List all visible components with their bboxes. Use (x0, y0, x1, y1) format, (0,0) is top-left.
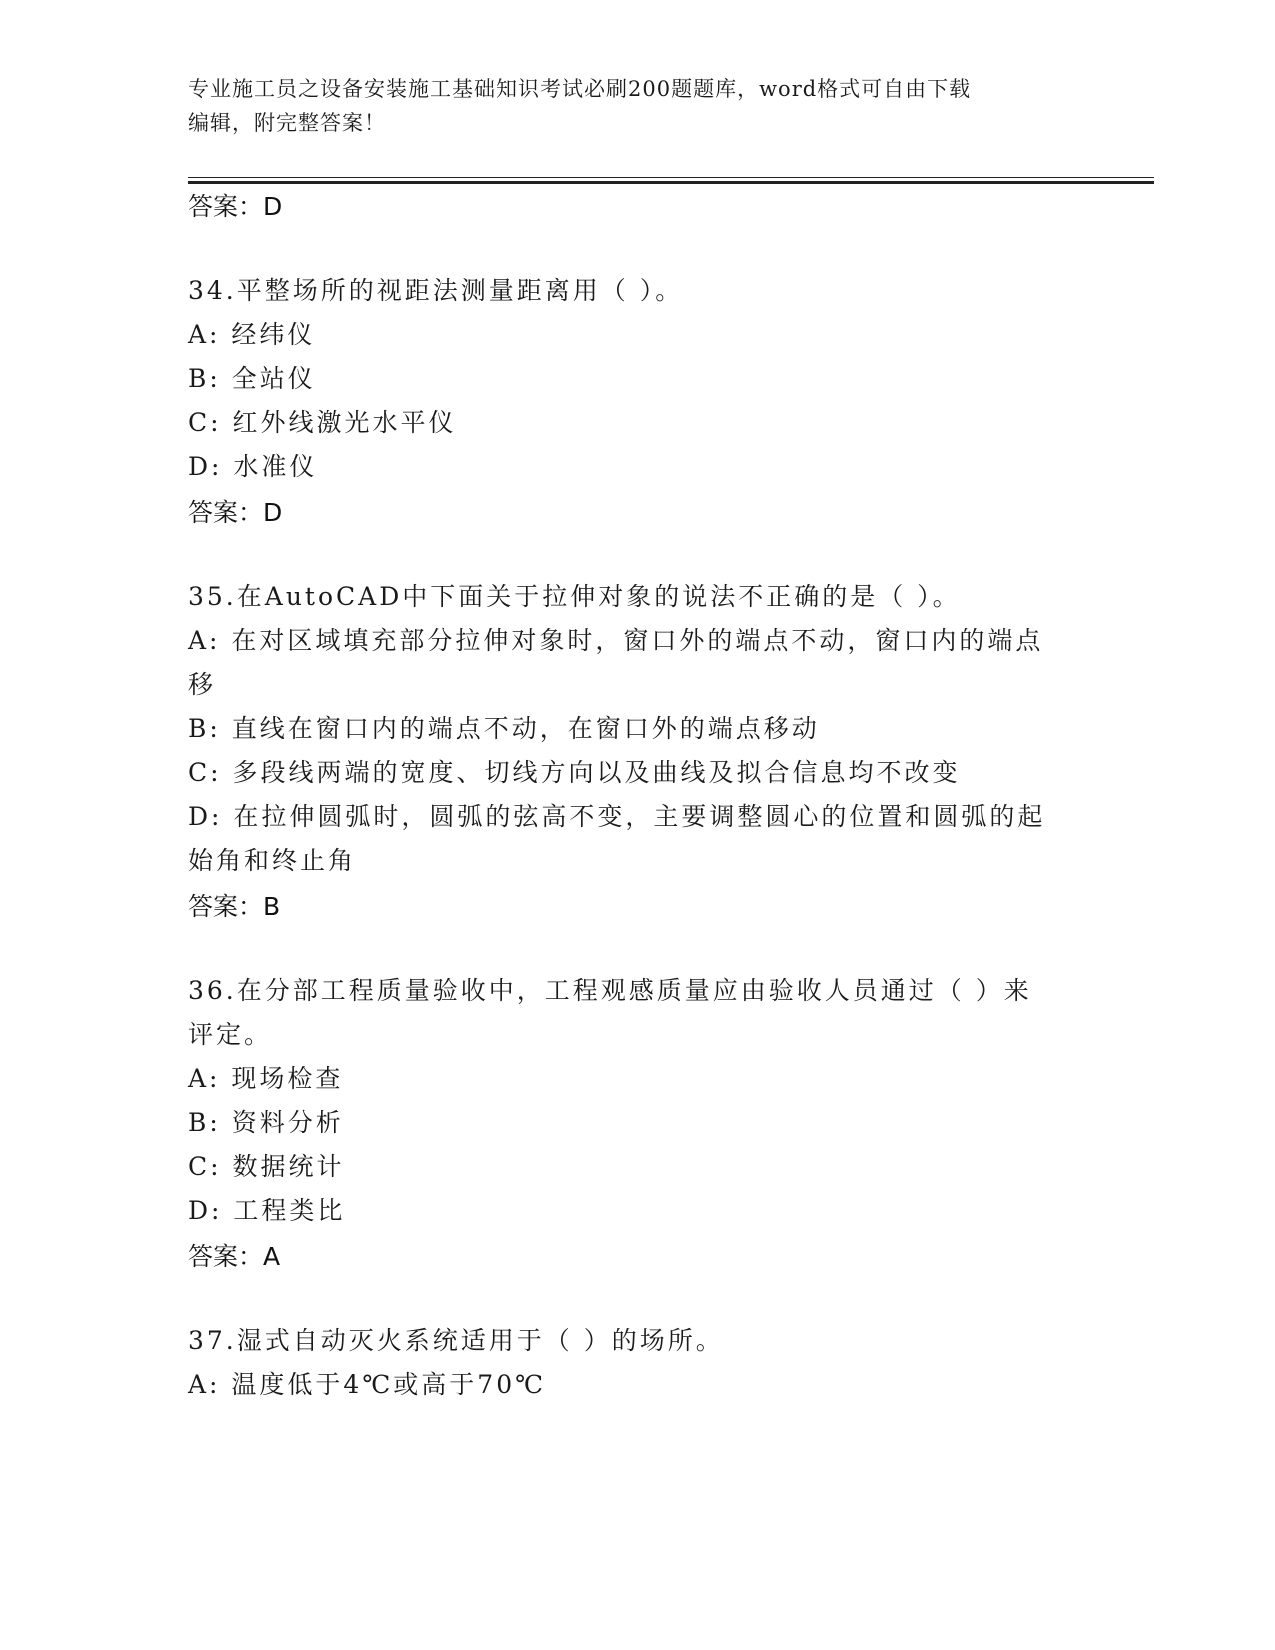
question-36-option-d: D: 工程类比 (188, 1196, 346, 1225)
question-36-option-b: B: 资料分析 (188, 1108, 344, 1137)
question-35-answer: 答案：B (188, 892, 281, 921)
question-34-option-b: B: 全站仪 (188, 364, 316, 393)
document-header (188, 72, 1088, 140)
question-36-stem-cont: 评定。 (188, 1020, 273, 1049)
question-35-option-b: B: 直线在窗口内的端点不动，在窗口外的端点移动 (188, 714, 820, 743)
question-35-option-c: C: 多段线两端的宽度、切线方向以及曲线及拟合信息均不改变 (188, 758, 961, 787)
question-35-option-d: D: 在拉伸圆弧时，圆弧的弦高不变，主要调整圆心的位置和圆弧的起 (188, 802, 1046, 831)
question-35-option-d-cont: 始角和终止角 (188, 846, 357, 875)
header-line-2: 编辑，附完整答案！ (188, 111, 386, 135)
header-rule-thick (188, 181, 1154, 184)
question-36-option-c: C: 数据统计 (188, 1152, 345, 1181)
question-36-option-a: A: 现场检查 (188, 1064, 344, 1093)
question-34-option-c: C: 红外线激光水平仪 (188, 408, 457, 437)
question-35-option-a: A: 在对区域填充部分拉伸对象时，窗口外的端点不动，窗口内的端点 (188, 626, 1044, 655)
question-35-option-a-cont: 移 (188, 670, 217, 699)
question-34-answer: 答案：D (188, 498, 283, 527)
header-rule-thin (188, 177, 1154, 178)
question-36-stem: 36.在分部工程质量验收中，工程观感质量应由验收人员通过（ ）来 (188, 976, 1032, 1005)
question-37-stem: 37.湿式自动灭火系统适用于（ ）的场所。 (188, 1326, 724, 1355)
question-37-option-a: A: 温度低于4℃或高于70℃ (188, 1370, 547, 1399)
question-35-stem: 35.在AutoCAD中下面关于拉伸对象的说法不正确的是（ ）。 (188, 582, 961, 611)
answer-prev: 答案：D (188, 192, 283, 221)
question-34-option-d: D: 水准仪 (188, 452, 318, 481)
header-line-1: 专业施工员之设备安装施工基础知识考试必刷200题题库，word格式可自由下载 (188, 77, 972, 101)
question-34-option-a: A: 经纬仪 (188, 320, 316, 349)
question-36-answer: 答案：A (188, 1242, 281, 1271)
question-34-stem: 34.平整场所的视距法测量距离用（ ）。 (188, 276, 684, 305)
